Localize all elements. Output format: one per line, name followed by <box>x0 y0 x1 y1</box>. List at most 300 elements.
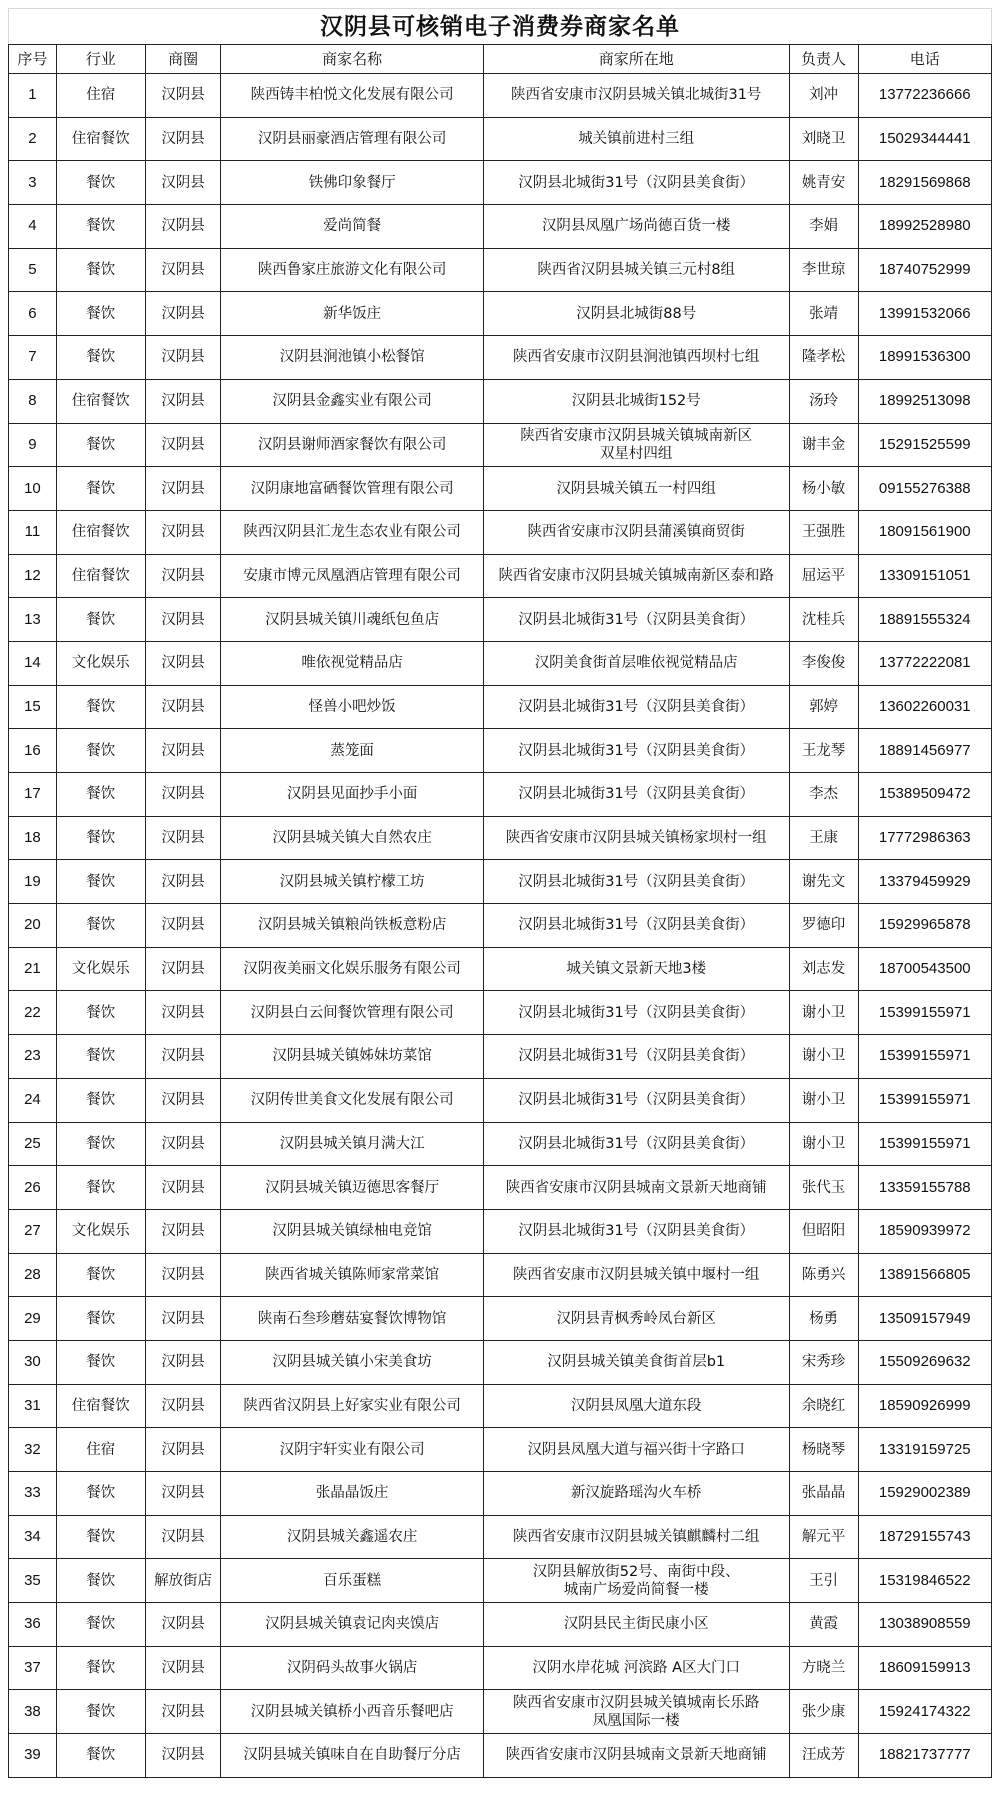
row-industry: 住宿 <box>56 74 145 118</box>
row-merchant-name: 汉阴县城关镇姊妹坊菜馆 <box>221 1035 483 1079</box>
row-merchant-name: 汉阴县城关镇柠檬工坊 <box>221 860 483 904</box>
table-row <box>9 1734 992 1778</box>
row-industry: 餐饮 <box>56 423 145 467</box>
row-contact: 王龙琴 <box>789 729 858 773</box>
table-row <box>9 292 992 336</box>
row-merchant-name: 陕西省城关镇陈师家常菜馆 <box>221 1253 483 1297</box>
row-industry: 餐饮 <box>56 729 145 773</box>
row-address: 汉阴县北城街31号（汉阴县美食街） <box>483 1035 789 1079</box>
row-address: 汉阴县解放街52号、南街中段、 城南广场爱尚简餐一楼 <box>483 1559 789 1603</box>
row-industry: 餐饮 <box>56 1515 145 1559</box>
row-phone: 13772222081 <box>858 641 991 685</box>
row-phone: 13772236666 <box>858 74 991 118</box>
row-address: 陕西省安康市汉阴县城关镇北城街31号 <box>483 74 789 118</box>
row-address: 汉阴县北城街31号（汉阴县美食街） <box>483 860 789 904</box>
row-merchant-name: 汉阴码头故事火锅店 <box>221 1646 483 1690</box>
row-index: 35 <box>9 1559 57 1603</box>
row-phone: 13309151051 <box>858 554 991 598</box>
row-district: 汉阴县 <box>145 773 221 817</box>
row-address: 汉阴县北城街31号（汉阴县美食街） <box>483 1209 789 1253</box>
row-address: 陕西省安康市汉阴县蒲溪镇商贸街 <box>483 510 789 554</box>
row-merchant-name: 百乐蛋糕 <box>221 1559 483 1603</box>
row-index: 8 <box>9 379 57 423</box>
row-district: 汉阴县 <box>145 816 221 860</box>
table-row <box>9 1646 992 1690</box>
row-contact: 姚青安 <box>789 161 858 205</box>
row-address: 陕西省汉阴县城关镇三元村8组 <box>483 248 789 292</box>
row-phone: 13602260031 <box>858 685 991 729</box>
row-phone: 13509157949 <box>858 1297 991 1341</box>
header-district: 商圈 <box>145 45 221 74</box>
row-merchant-name: 新华饭庄 <box>221 292 483 336</box>
row-contact: 刘晓卫 <box>789 117 858 161</box>
row-contact: 张少康 <box>789 1690 858 1734</box>
table-row <box>9 1035 992 1079</box>
row-address: 汉阴县北城街31号（汉阴县美食街） <box>483 598 789 642</box>
row-district: 汉阴县 <box>145 1472 221 1516</box>
row-index: 26 <box>9 1166 57 1210</box>
row-address: 汉阴县凤凰大道东段 <box>483 1384 789 1428</box>
row-industry: 住宿餐饮 <box>56 1384 145 1428</box>
row-district: 汉阴县 <box>145 947 221 991</box>
row-merchant-name: 张晶晶饭庄 <box>221 1472 483 1516</box>
row-address: 汉阴美食街首层唯依视觉精品店 <box>483 641 789 685</box>
header-phone: 电话 <box>858 45 991 74</box>
row-industry: 文化娱乐 <box>56 641 145 685</box>
row-address: 城关镇前进村三组 <box>483 117 789 161</box>
row-merchant-name: 汉阴县金鑫实业有限公司 <box>221 379 483 423</box>
row-industry: 餐饮 <box>56 860 145 904</box>
row-district: 汉阴县 <box>145 292 221 336</box>
row-industry: 餐饮 <box>56 685 145 729</box>
row-address: 汉阴县北城街31号（汉阴县美食街） <box>483 685 789 729</box>
row-merchant-name: 汉阴县城关镇袁记肉夹馍店 <box>221 1603 483 1647</box>
table-row <box>9 1603 992 1647</box>
row-merchant-name: 汉阴宇轩实业有限公司 <box>221 1428 483 1472</box>
row-merchant-name: 汉阴康地富硒餐饮管理有限公司 <box>221 467 483 511</box>
row-phone: 18891555324 <box>858 598 991 642</box>
table-row <box>9 816 992 860</box>
table-row <box>9 423 992 467</box>
row-industry: 住宿餐饮 <box>56 117 145 161</box>
row-phone: 18991536300 <box>858 336 991 380</box>
row-industry: 餐饮 <box>56 1340 145 1384</box>
table-row <box>9 379 992 423</box>
table-row <box>9 860 992 904</box>
row-industry: 餐饮 <box>56 1166 145 1210</box>
row-index: 2 <box>9 117 57 161</box>
header-index: 序号 <box>9 45 57 74</box>
row-address: 汉阴县民主街民康小区 <box>483 1603 789 1647</box>
row-district: 汉阴县 <box>145 1297 221 1341</box>
row-phone: 18821737777 <box>858 1734 991 1778</box>
row-merchant-name: 汉阴县城关鑫遥农庄 <box>221 1515 483 1559</box>
row-merchant-name: 汉阴县白云间餐饮管理有限公司 <box>221 991 483 1035</box>
row-district: 汉阴县 <box>145 1428 221 1472</box>
row-merchant-name: 汉阴夜美丽文化娱乐服务有限公司 <box>221 947 483 991</box>
row-industry: 住宿餐饮 <box>56 379 145 423</box>
row-phone: 15389509472 <box>858 773 991 817</box>
row-district: 汉阴县 <box>145 991 221 1035</box>
row-contact: 李俊俊 <box>789 641 858 685</box>
row-merchant-name: 安康市博元凤凰酒店管理有限公司 <box>221 554 483 598</box>
row-index: 9 <box>9 423 57 467</box>
row-industry: 住宿 <box>56 1428 145 1472</box>
row-contact: 刘冲 <box>789 74 858 118</box>
row-district: 解放街店 <box>145 1559 221 1603</box>
row-contact: 刘志发 <box>789 947 858 991</box>
table-row <box>9 1384 992 1428</box>
table-row <box>9 74 992 118</box>
row-contact: 解元平 <box>789 1515 858 1559</box>
table-row <box>9 1515 992 1559</box>
row-index: 4 <box>9 205 57 249</box>
row-phone: 18992513098 <box>858 379 991 423</box>
row-phone: 15399155971 <box>858 1122 991 1166</box>
row-address: 陕西省安康市汉阴县城关镇城南新区 双星村四组 <box>483 423 789 467</box>
row-contact: 罗德印 <box>789 904 858 948</box>
table-row <box>9 1297 992 1341</box>
row-merchant-name: 铁佛印象餐厅 <box>221 161 483 205</box>
row-contact: 屈运平 <box>789 554 858 598</box>
row-phone: 15924174322 <box>858 1690 991 1734</box>
table-row <box>9 991 992 1035</box>
row-industry: 餐饮 <box>56 1122 145 1166</box>
row-contact: 宋秀珍 <box>789 1340 858 1384</box>
header-industry: 行业 <box>56 45 145 74</box>
row-merchant-name: 唯依视觉精品店 <box>221 641 483 685</box>
table-row <box>9 729 992 773</box>
row-contact: 张代玉 <box>789 1166 858 1210</box>
row-index: 37 <box>9 1646 57 1690</box>
row-merchant-name: 陕西省汉阴县上好家实业有限公司 <box>221 1384 483 1428</box>
row-industry: 餐饮 <box>56 1035 145 1079</box>
row-merchant-name: 汉阴县涧池镇小松餐馆 <box>221 336 483 380</box>
table-row <box>9 1209 992 1253</box>
row-district: 汉阴县 <box>145 685 221 729</box>
row-index: 18 <box>9 816 57 860</box>
row-address: 汉阴县北城街31号（汉阴县美食街） <box>483 161 789 205</box>
row-district: 汉阴县 <box>145 1166 221 1210</box>
row-merchant-name: 汉阴县城关镇小宋美食坊 <box>221 1340 483 1384</box>
row-address: 汉阴县北城街31号（汉阴县美食街） <box>483 729 789 773</box>
row-address: 陕西省安康市汉阴县涧池镇西坝村七组 <box>483 336 789 380</box>
row-industry: 餐饮 <box>56 904 145 948</box>
row-address: 汉阴县凤凰广场尚德百货一楼 <box>483 205 789 249</box>
row-phone: 18992528980 <box>858 205 991 249</box>
row-address: 陕西省安康市汉阴县城关镇城南长乐路 凤凰国际一楼 <box>483 1690 789 1734</box>
row-industry: 餐饮 <box>56 248 145 292</box>
row-phone: 15319846522 <box>858 1559 991 1603</box>
row-address: 汉阴县北城街88号 <box>483 292 789 336</box>
table-row <box>9 117 992 161</box>
row-address: 城关镇文景新天地3楼 <box>483 947 789 991</box>
row-district: 汉阴县 <box>145 74 221 118</box>
row-industry: 餐饮 <box>56 1078 145 1122</box>
row-industry: 餐饮 <box>56 1559 145 1603</box>
table-row <box>9 554 992 598</box>
row-industry: 餐饮 <box>56 292 145 336</box>
row-merchant-name: 陕西鲁家庄旅游文化有限公司 <box>221 248 483 292</box>
row-district: 汉阴县 <box>145 1035 221 1079</box>
row-merchant-name: 汉阴县见面抄手小面 <box>221 773 483 817</box>
table-row <box>9 685 992 729</box>
row-index: 39 <box>9 1734 57 1778</box>
row-index: 1 <box>9 74 57 118</box>
table-row <box>9 1559 992 1603</box>
row-index: 16 <box>9 729 57 773</box>
row-address: 汉阴县城关镇美食街首层b1 <box>483 1340 789 1384</box>
row-industry: 餐饮 <box>56 205 145 249</box>
row-contact: 但昭阳 <box>789 1209 858 1253</box>
row-index: 12 <box>9 554 57 598</box>
row-merchant-name: 汉阴县城关镇粮尚铁板意粉店 <box>221 904 483 948</box>
row-index: 15 <box>9 685 57 729</box>
table-row <box>9 904 992 948</box>
row-phone: 17772986363 <box>858 816 991 860</box>
row-district: 汉阴县 <box>145 554 221 598</box>
row-contact: 隆孝松 <box>789 336 858 380</box>
header-merchant-name: 商家名称 <box>221 45 483 74</box>
row-district: 汉阴县 <box>145 598 221 642</box>
row-industry: 餐饮 <box>56 1646 145 1690</box>
page-title: 汉阴县可核销电子消费券商家名单 <box>8 8 992 44</box>
row-contact: 方晓兰 <box>789 1646 858 1690</box>
table-body <box>9 74 992 1778</box>
row-district: 汉阴县 <box>145 1646 221 1690</box>
row-index: 36 <box>9 1603 57 1647</box>
row-address: 汉阴县北城街31号（汉阴县美食街） <box>483 773 789 817</box>
row-industry: 餐饮 <box>56 1297 145 1341</box>
row-contact: 汤玲 <box>789 379 858 423</box>
row-address: 汉阴县北城街31号（汉阴县美食街） <box>483 1122 789 1166</box>
row-index: 24 <box>9 1078 57 1122</box>
row-index: 21 <box>9 947 57 991</box>
row-phone: 13038908559 <box>858 1603 991 1647</box>
row-district: 汉阴县 <box>145 379 221 423</box>
row-merchant-name: 汉阴县城关镇桥小西音乐餐吧店 <box>221 1690 483 1734</box>
row-industry: 餐饮 <box>56 467 145 511</box>
row-district: 汉阴县 <box>145 1384 221 1428</box>
row-address: 汉阴县北城街31号（汉阴县美食街） <box>483 991 789 1035</box>
row-industry: 餐饮 <box>56 336 145 380</box>
row-phone: 15029344441 <box>858 117 991 161</box>
table-row <box>9 1253 992 1297</box>
row-index: 13 <box>9 598 57 642</box>
row-address: 汉阴县北城街31号（汉阴县美食街） <box>483 1078 789 1122</box>
row-merchant-name: 汉阴县城关镇月满大江 <box>221 1122 483 1166</box>
row-contact: 王康 <box>789 816 858 860</box>
row-contact: 李世琼 <box>789 248 858 292</box>
row-contact: 谢小卫 <box>789 1035 858 1079</box>
row-contact: 谢小卫 <box>789 1122 858 1166</box>
table-row <box>9 205 992 249</box>
table-row <box>9 1690 992 1734</box>
row-merchant-name: 蒸笼面 <box>221 729 483 773</box>
table-row <box>9 1428 992 1472</box>
row-contact: 王引 <box>789 1559 858 1603</box>
row-index: 11 <box>9 510 57 554</box>
row-phone: 13891566805 <box>858 1253 991 1297</box>
row-index: 19 <box>9 860 57 904</box>
row-phone: 13991532066 <box>858 292 991 336</box>
row-address: 汉阴县城关镇五一村四组 <box>483 467 789 511</box>
row-district: 汉阴县 <box>145 1078 221 1122</box>
row-phone: 15291525599 <box>858 423 991 467</box>
row-merchant-name: 汉阴县城关镇迈德思客餐厅 <box>221 1166 483 1210</box>
row-contact: 陈勇兴 <box>789 1253 858 1297</box>
row-contact: 李杰 <box>789 773 858 817</box>
row-industry: 住宿餐饮 <box>56 510 145 554</box>
row-district: 汉阴县 <box>145 729 221 773</box>
row-industry: 住宿餐饮 <box>56 554 145 598</box>
row-industry: 餐饮 <box>56 1690 145 1734</box>
row-district: 汉阴县 <box>145 1253 221 1297</box>
merchant-table <box>8 44 992 1778</box>
row-district: 汉阴县 <box>145 248 221 292</box>
row-phone: 18609159913 <box>858 1646 991 1690</box>
row-district: 汉阴县 <box>145 904 221 948</box>
row-contact: 谢先文 <box>789 860 858 904</box>
row-district: 汉阴县 <box>145 205 221 249</box>
row-merchant-name: 汉阴县城关镇味自在自助餐厅分店 <box>221 1734 483 1778</box>
row-phone: 15399155971 <box>858 991 991 1035</box>
row-address: 陕西省安康市汉阴县城关镇麒麟村二组 <box>483 1515 789 1559</box>
row-index: 32 <box>9 1428 57 1472</box>
row-merchant-name: 汉阴县丽豪酒店管理有限公司 <box>221 117 483 161</box>
row-contact: 李娟 <box>789 205 858 249</box>
row-address: 陕西省安康市汉阴县城关镇城南新区泰和路 <box>483 554 789 598</box>
row-address: 汉阴县北城街152号 <box>483 379 789 423</box>
row-phone: 13319159725 <box>858 1428 991 1472</box>
row-index: 7 <box>9 336 57 380</box>
row-contact: 黄霞 <box>789 1603 858 1647</box>
row-index: 14 <box>9 641 57 685</box>
row-contact: 谢小卫 <box>789 1078 858 1122</box>
row-merchant-name: 汉阴县城关镇大自然农庄 <box>221 816 483 860</box>
row-phone: 18891456977 <box>858 729 991 773</box>
row-merchant-name: 汉阴传世美食文化发展有限公司 <box>221 1078 483 1122</box>
header-contact: 负责人 <box>789 45 858 74</box>
row-contact: 谢丰金 <box>789 423 858 467</box>
row-merchant-name: 陕西铸丰柏悦文化发展有限公司 <box>221 74 483 118</box>
table-row <box>9 510 992 554</box>
row-address: 汉阴县青枫秀岭凤台新区 <box>483 1297 789 1341</box>
row-phone: 18590926999 <box>858 1384 991 1428</box>
row-phone: 18700543500 <box>858 947 991 991</box>
table-row <box>9 947 992 991</box>
header-address: 商家所在地 <box>483 45 789 74</box>
row-industry: 餐饮 <box>56 1472 145 1516</box>
row-phone: 15929002389 <box>858 1472 991 1516</box>
row-phone: 18291569868 <box>858 161 991 205</box>
row-district: 汉阴县 <box>145 1122 221 1166</box>
row-contact: 沈桂兵 <box>789 598 858 642</box>
row-industry: 餐饮 <box>56 773 145 817</box>
table-row <box>9 773 992 817</box>
row-address: 汉阴县北城街31号（汉阴县美食街） <box>483 904 789 948</box>
row-industry: 文化娱乐 <box>56 947 145 991</box>
row-industry: 餐饮 <box>56 598 145 642</box>
row-address: 陕西省安康市汉阴县城关镇杨家坝村一组 <box>483 816 789 860</box>
table-row <box>9 1122 992 1166</box>
row-index: 5 <box>9 248 57 292</box>
table-row <box>9 1078 992 1122</box>
row-contact: 杨晓琴 <box>789 1428 858 1472</box>
row-index: 34 <box>9 1515 57 1559</box>
row-industry: 餐饮 <box>56 1734 145 1778</box>
row-district: 汉阴县 <box>145 161 221 205</box>
row-contact: 张靖 <box>789 292 858 336</box>
row-contact: 杨小敏 <box>789 467 858 511</box>
row-merchant-name: 汉阴县城关镇川魂纸包鱼店 <box>221 598 483 642</box>
row-index: 10 <box>9 467 57 511</box>
row-merchant-name: 怪兽小吧炒饭 <box>221 685 483 729</box>
row-district: 汉阴县 <box>145 1515 221 1559</box>
row-phone: 15509269632 <box>858 1340 991 1384</box>
table-row <box>9 1166 992 1210</box>
table-row <box>9 248 992 292</box>
table-row <box>9 161 992 205</box>
row-merchant-name: 陕西汉阴县汇龙生态农业有限公司 <box>221 510 483 554</box>
row-phone: 13359155788 <box>858 1166 991 1210</box>
row-district: 汉阴县 <box>145 641 221 685</box>
row-industry: 文化娱乐 <box>56 1209 145 1253</box>
row-district: 汉阴县 <box>145 1340 221 1384</box>
row-phone: 13379459929 <box>858 860 991 904</box>
row-district: 汉阴县 <box>145 423 221 467</box>
row-contact: 谢小卫 <box>789 991 858 1035</box>
row-index: 3 <box>9 161 57 205</box>
row-index: 30 <box>9 1340 57 1384</box>
row-industry: 餐饮 <box>56 1253 145 1297</box>
row-contact: 余晓红 <box>789 1384 858 1428</box>
row-phone: 15929965878 <box>858 904 991 948</box>
row-industry: 餐饮 <box>56 816 145 860</box>
row-district: 汉阴县 <box>145 860 221 904</box>
row-district: 汉阴县 <box>145 336 221 380</box>
row-phone: 15399155971 <box>858 1035 991 1079</box>
row-index: 29 <box>9 1297 57 1341</box>
row-district: 汉阴县 <box>145 1690 221 1734</box>
row-index: 27 <box>9 1209 57 1253</box>
table-row <box>9 336 992 380</box>
row-merchant-name: 汉阴县城关镇绿柚电竞馆 <box>221 1209 483 1253</box>
row-phone: 09155276388 <box>858 467 991 511</box>
row-industry: 餐饮 <box>56 161 145 205</box>
row-phone: 15399155971 <box>858 1078 991 1122</box>
row-address: 陕西省安康市汉阴县城关镇中堰村一组 <box>483 1253 789 1297</box>
row-address: 汉阴县凤凰大道与福兴街十字路口 <box>483 1428 789 1472</box>
row-phone: 18729155743 <box>858 1515 991 1559</box>
row-district: 汉阴县 <box>145 510 221 554</box>
row-address: 陕西省安康市汉阴县城南文景新天地商铺 <box>483 1166 789 1210</box>
row-industry: 餐饮 <box>56 991 145 1035</box>
row-index: 31 <box>9 1384 57 1428</box>
row-merchant-name: 汉阴县谢师酒家餐饮有限公司 <box>221 423 483 467</box>
row-index: 17 <box>9 773 57 817</box>
row-industry: 餐饮 <box>56 1603 145 1647</box>
row-address: 陕西省安康市汉阴县城南文景新天地商铺 <box>483 1734 789 1778</box>
row-district: 汉阴县 <box>145 1734 221 1778</box>
row-contact: 王强胜 <box>789 510 858 554</box>
row-district: 汉阴县 <box>145 467 221 511</box>
row-contact: 汪成芳 <box>789 1734 858 1778</box>
row-index: 28 <box>9 1253 57 1297</box>
row-index: 22 <box>9 991 57 1035</box>
row-phone: 18740752999 <box>858 248 991 292</box>
row-contact: 郭婷 <box>789 685 858 729</box>
